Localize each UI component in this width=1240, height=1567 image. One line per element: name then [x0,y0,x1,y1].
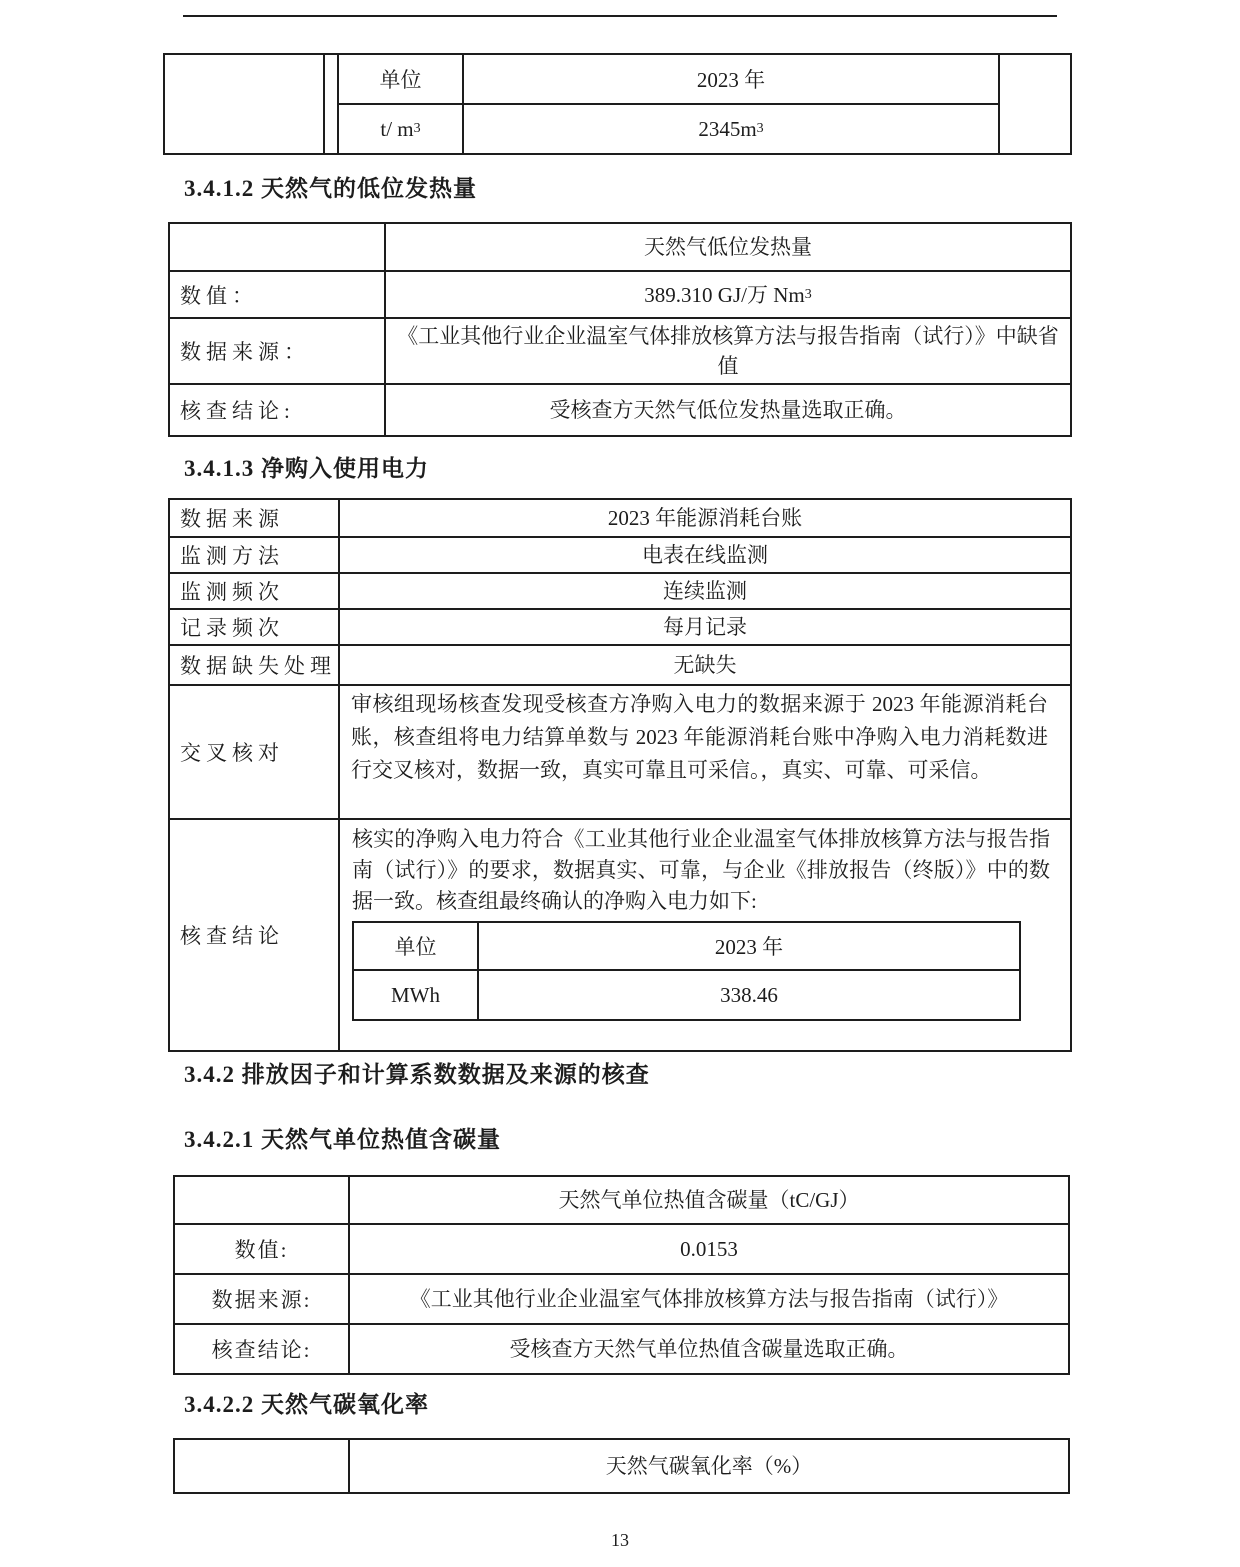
carbon-content-table [173,1175,1070,1375]
row-label: 数据来源： [170,319,386,383]
value-cell: 受核查方天然气低位发热量选取正确。 [549,398,907,422]
value-cell: 受核查方天然气单位热值含碳量选取正确。 [509,1337,909,1361]
table-row [175,1325,1068,1373]
unit-header-cell: 单位 [354,923,479,969]
table-header-cell: 天然气单位热值含碳量（tC/GJ） [558,1188,860,1212]
table-row [170,538,1070,574]
table-row [170,272,1070,319]
table-row [175,1177,1068,1225]
value-cell: 无缺失 [673,653,737,677]
value-cell: 2345m 3 [698,116,764,141]
row-label: 核查结论: [175,1325,350,1373]
cell-text: 2345m [698,116,757,141]
table-row [170,385,1070,435]
row-label: 核查结论 [170,820,340,1050]
conclusion-cell [340,820,1070,1050]
table-row [354,923,1019,971]
heading-3-4-1-2: 3.4.1.2 天然气的低位发热量 [184,176,477,201]
table-row [170,610,1070,646]
row-label: 数据来源: [175,1275,350,1323]
carryover-nested-table [337,55,1000,153]
heading-3-4-2: 3.4.2 排放因子和计算系数数据及来源的核查 [184,1062,650,1087]
value-cell: 《工业其他行业企业温室气体排放核算方法与报告指南（试行）》中缺省值 [397,324,1059,378]
table-row [354,971,1019,1019]
table-row [170,500,1070,538]
value-cell: 0.0153 [680,1237,738,1261]
conclusion-text: 核实的净购入电力符合《工业其他行业企业温室气体排放核算方法与报告指南（试行）》的要求，数据真实、可靠，与企业《排放报告（终版）》中的数据一致。核查组最终确认的净购入电力如下: [352,827,1050,913]
page-header-rule [183,15,1057,17]
unit-cell: MWh [354,971,479,1019]
oxidation-rate-table [173,1438,1070,1494]
row-label: 数据缺失处理 [170,646,340,684]
electricity-table [168,498,1072,1052]
table-row [175,1225,1068,1275]
carryover-table [163,53,1072,155]
heading-3-4-1-3: 3.4.1.3 净购入使用电力 [184,456,429,481]
table-row [170,319,1070,385]
row-label: 核查结论: [170,385,386,435]
cell-text: 2023 年 [696,68,766,92]
ncv-table [168,222,1072,437]
table-row [175,1440,1068,1492]
cell-text: t/ m [380,116,414,141]
value-cell: 电表在线监测 [642,543,768,567]
heading-3-4-2-1: 3.4.2.1 天然气单位热值含碳量 [184,1127,501,1152]
table-row [339,55,998,105]
table-row [170,224,1070,272]
cell-text: 单位 [379,68,422,92]
value-cell: 389.310 GJ/万 Nm 3 [386,272,1070,317]
unit-header-cell [339,55,464,103]
cell-text: 389.310 GJ/万 Nm [644,282,805,307]
value-cell: 《工业其他行业企业温室气体排放核算方法与报告指南（试行）》 [409,1287,1009,1311]
value-cell: 2023 年能源消耗台账 [607,506,803,530]
row-label: 监测方法 [170,538,340,572]
value-cell: 连续监测 [663,579,747,603]
empty-label-cell [175,1177,350,1223]
cross-check-text: 审核组现场核查发现受核查方净购入电力的数据来源于 2023 年能源消耗台账，核查组将电力结算单数与 2023 年能源消耗台账中净购入电力消耗数进行交叉核对，数据一致，真实可靠且可采信。，真实、可靠、可采信。 [351,692,1048,782]
heading-3-4-2-2: 3.4.2.2 天然气碳氧化率 [184,1392,429,1417]
value-cell: 338.46 [720,982,778,1007]
page-number: 13 [611,1530,629,1550]
row-label: 记录频次 [170,610,340,644]
empty-label-cell [170,224,386,270]
row-label: 数值： [170,272,386,317]
conclusion-nested-table [352,921,1021,1021]
table-header-cell: 天然气碳氧化率（%） [605,1454,813,1478]
carryover-content-cell [325,55,1070,153]
row-label: 数值: [175,1225,350,1273]
table-row [170,820,1070,1050]
row-label: 交叉核对 [170,686,340,818]
table-row [175,1275,1068,1325]
empty-label-cell [175,1440,350,1492]
year-header-cell [464,55,998,103]
year-header-cell: 2023 年 [714,935,784,959]
table-row [170,646,1070,686]
table-row [170,686,1070,820]
table-row [339,105,998,153]
row-label: 数据来源 [170,500,340,536]
unit-cell: t/ m 3 [339,105,464,153]
carryover-empty-label-cell [165,55,325,153]
value-cell: 每月记录 [663,615,747,639]
table-row [170,574,1070,610]
row-label: 监测频次 [170,574,340,608]
table-header-cell: 天然气低位发热量 [644,235,812,259]
